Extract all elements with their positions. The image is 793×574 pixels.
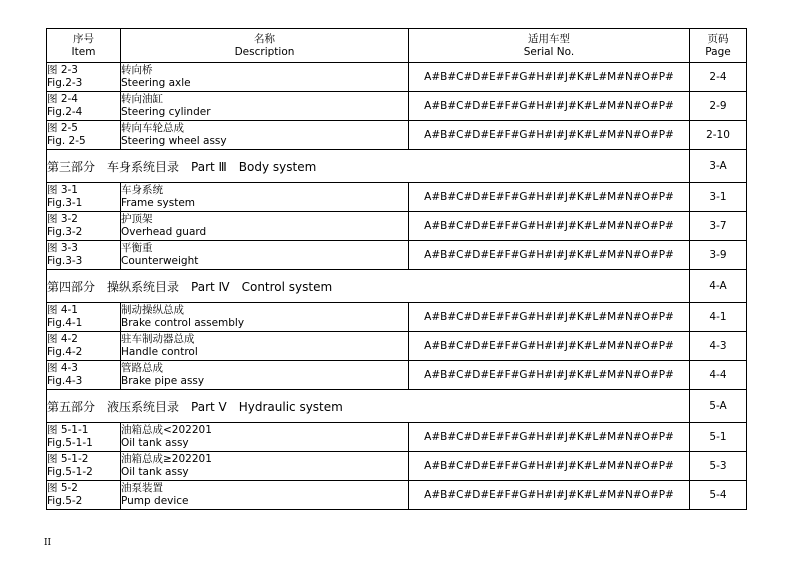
figure-number-cn: 图 5-1-2 xyxy=(47,453,89,465)
serial-cell: A#B#C#D#E#F#G#H#I#J#K#L#M#N#O#P# xyxy=(409,303,690,332)
part-page-cell: 5-A xyxy=(690,390,747,423)
table-row xyxy=(47,63,747,92)
serial-cell: A#B#C#D#E#F#G#H#I#J#K#L#M#N#O#P# xyxy=(409,212,690,241)
description-cn: 转向桥 xyxy=(121,64,153,76)
serial-cell: A#B#C#D#E#F#G#H#I#J#K#L#M#N#O#P# xyxy=(409,63,690,92)
description-en: Oil tank assy xyxy=(121,466,189,478)
part-title-en: Hydraulic system xyxy=(238,399,343,414)
description-cn: 平衡重 xyxy=(121,242,153,254)
figure-number-en: Fig.5-2 xyxy=(47,495,83,507)
figure-number-en: Fig.3-3 xyxy=(47,255,83,267)
description-cn: 转向油缸 xyxy=(121,93,163,105)
part-heading-row xyxy=(47,150,747,183)
figure-number-cn: 图 2-5 xyxy=(47,122,78,134)
page-number: II xyxy=(44,538,52,548)
part-title xyxy=(47,270,690,303)
figure-number-en: Fig. 2-5 xyxy=(47,135,86,147)
header-item-cn: 序号 xyxy=(73,32,94,45)
table-row xyxy=(47,452,747,481)
header-item xyxy=(47,29,121,63)
figure-number-cell xyxy=(47,452,121,481)
description-cell xyxy=(121,183,409,212)
part-page-cell: 3-A xyxy=(690,150,747,183)
table-row xyxy=(47,303,747,332)
description-cell xyxy=(121,423,409,452)
description-en: Frame system xyxy=(121,197,196,209)
table-row xyxy=(47,423,747,452)
figure-number-cn: 图 4-1 xyxy=(47,304,78,316)
description-en: Brake control assembly xyxy=(121,317,245,329)
figure-number-cn: 图 2-4 xyxy=(47,93,78,105)
page-cell: 3-7 xyxy=(690,212,747,241)
header-desc-cn: 名称 xyxy=(254,32,275,45)
figure-number-cell xyxy=(47,92,121,121)
serial-cell: A#B#C#D#E#F#G#H#I#J#K#L#M#N#O#P# xyxy=(409,361,690,390)
table-row xyxy=(47,241,747,270)
part-page-cell: 4-A xyxy=(690,270,747,303)
page-cell: 4-3 xyxy=(690,332,747,361)
page-cell: 5-1 xyxy=(690,423,747,452)
table-header-row xyxy=(47,29,747,63)
figure-number-cn: 图 3-1 xyxy=(47,184,78,196)
table-row xyxy=(47,481,747,510)
figure-number-cn: 图 5-2 xyxy=(47,482,78,494)
part-title-roman: Part Ⅴ xyxy=(191,399,227,414)
description-cell xyxy=(121,63,409,92)
table-row xyxy=(47,212,747,241)
figure-number-cn: 图 5-1-1 xyxy=(47,424,89,436)
header-serial-en: Serial No. xyxy=(523,45,575,58)
page-cell: 5-3 xyxy=(690,452,747,481)
figure-number-cn: 图 2-3 xyxy=(47,64,78,76)
part-heading-row xyxy=(47,270,747,303)
page-cell: 2-4 xyxy=(690,63,747,92)
figure-number-cell xyxy=(47,121,121,150)
part-title-cn: 第四部分 操纵系统目录 xyxy=(47,279,180,294)
description-cn: 油箱总成≥202201 xyxy=(121,453,212,465)
serial-cell: A#B#C#D#E#F#G#H#I#J#K#L#M#N#O#P# xyxy=(409,92,690,121)
figure-number-cell xyxy=(47,332,121,361)
figure-number-cn: 图 4-3 xyxy=(47,362,78,374)
figure-number-cell xyxy=(47,183,121,212)
description-en: Steering axle xyxy=(121,77,191,89)
page-cell: 5-4 xyxy=(690,481,747,510)
description-en: Counterweight xyxy=(121,255,199,267)
figure-number-cn: 图 4-2 xyxy=(47,333,78,345)
figure-number-en: Fig.4-1 xyxy=(47,317,83,329)
description-cn: 护顶架 xyxy=(121,213,153,225)
description-en: Oil tank assy xyxy=(121,437,189,449)
description-cell xyxy=(121,332,409,361)
description-cn: 转向车轮总成 xyxy=(121,122,184,134)
header-serial-cn: 适用车型 xyxy=(528,32,570,45)
description-en: Pump device xyxy=(121,495,189,507)
figure-number-cn: 图 3-2 xyxy=(47,213,78,225)
figure-number-cell xyxy=(47,63,121,92)
figure-number-en: Fig.4-3 xyxy=(47,375,83,387)
figure-number-en: Fig.3-2 xyxy=(47,226,83,238)
figure-number-cell xyxy=(47,212,121,241)
description-cn: 管路总成 xyxy=(121,362,163,374)
description-en: Steering wheel assy xyxy=(121,135,227,147)
figure-number-cn: 图 3-3 xyxy=(47,242,78,254)
part-heading-row xyxy=(47,390,747,423)
page-cell: 4-4 xyxy=(690,361,747,390)
description-cn: 油泵装置 xyxy=(121,482,163,494)
description-cell xyxy=(121,121,409,150)
figure-number-en: Fig.5-1-1 xyxy=(47,437,93,449)
figure-number-en: Fig.3-1 xyxy=(47,197,83,209)
description-cell xyxy=(121,303,409,332)
description-cn: 驻车制动器总成 xyxy=(121,333,195,345)
header-item-en: Item xyxy=(71,45,96,58)
page-cell: 3-9 xyxy=(690,241,747,270)
part-title-roman: Part Ⅲ xyxy=(191,159,227,174)
description-cn: 油箱总成<202201 xyxy=(121,424,212,436)
part-title xyxy=(47,390,690,423)
parts-catalog-table xyxy=(46,28,747,510)
header-description xyxy=(121,29,409,63)
serial-cell: A#B#C#D#E#F#G#H#I#J#K#L#M#N#O#P# xyxy=(409,241,690,270)
figure-number-cell xyxy=(47,361,121,390)
serial-cell: A#B#C#D#E#F#G#H#I#J#K#L#M#N#O#P# xyxy=(409,423,690,452)
description-en: Brake pipe assy xyxy=(121,375,205,387)
description-cell xyxy=(121,212,409,241)
description-en: Handle control xyxy=(121,346,198,358)
serial-cell: A#B#C#D#E#F#G#H#I#J#K#L#M#N#O#P# xyxy=(409,121,690,150)
part-title-cn: 第五部分 液压系统目录 xyxy=(47,399,180,414)
header-desc-en: Description xyxy=(234,45,295,58)
figure-number-cell xyxy=(47,423,121,452)
description-cell xyxy=(121,452,409,481)
description-cell xyxy=(121,361,409,390)
page-cell: 3-1 xyxy=(690,183,747,212)
serial-cell: A#B#C#D#E#F#G#H#I#J#K#L#M#N#O#P# xyxy=(409,481,690,510)
table-row xyxy=(47,183,747,212)
header-serial xyxy=(409,29,690,63)
part-title-roman: Part Ⅳ xyxy=(191,279,230,294)
page-cell: 2-9 xyxy=(690,92,747,121)
header-page-cn: 页码 xyxy=(707,32,729,45)
figure-number-cell xyxy=(47,241,121,270)
description-en: Steering cylinder xyxy=(121,106,211,118)
table-row xyxy=(47,361,747,390)
part-title xyxy=(47,150,690,183)
part-title-cn: 第三部分 车身系统目录 xyxy=(47,159,180,174)
page-cell: 4-1 xyxy=(690,303,747,332)
part-title-en: Body system xyxy=(238,159,317,174)
figure-number-cell xyxy=(47,303,121,332)
description-cn: 车身系统 xyxy=(121,184,163,196)
serial-cell: A#B#C#D#E#F#G#H#I#J#K#L#M#N#O#P# xyxy=(409,183,690,212)
description-cell xyxy=(121,92,409,121)
figure-number-en: Fig.5-1-2 xyxy=(47,466,93,478)
figure-number-en: Fig.4-2 xyxy=(47,346,83,358)
serial-cell: A#B#C#D#E#F#G#H#I#J#K#L#M#N#O#P# xyxy=(409,452,690,481)
description-cn: 制动操纵总成 xyxy=(121,304,184,316)
page-cell: 2-10 xyxy=(690,121,747,150)
table-row xyxy=(47,92,747,121)
description-cell xyxy=(121,481,409,510)
header-page-en: Page xyxy=(705,45,731,58)
description-cell xyxy=(121,241,409,270)
description-en: Overhead guard xyxy=(121,226,207,238)
header-page xyxy=(690,29,747,63)
part-title-en: Control system xyxy=(241,279,333,294)
table-row xyxy=(47,121,747,150)
figure-number-cell xyxy=(47,481,121,510)
serial-cell: A#B#C#D#E#F#G#H#I#J#K#L#M#N#O#P# xyxy=(409,332,690,361)
figure-number-en: Fig.2-3 xyxy=(47,77,83,89)
table-row xyxy=(47,332,747,361)
figure-number-en: Fig.2-4 xyxy=(47,106,83,118)
